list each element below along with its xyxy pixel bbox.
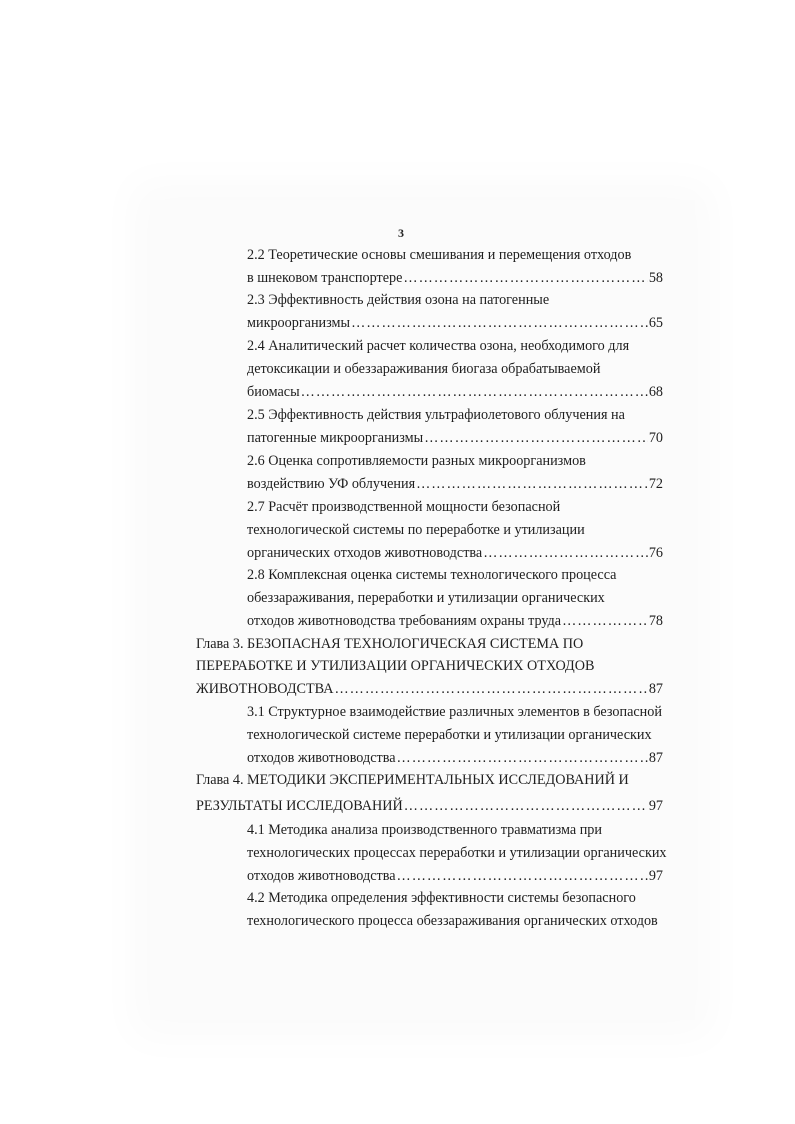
- toc-line-text: обеззараживания, переработки и утилизации органических: [247, 590, 605, 606]
- toc-page-number: 97: [648, 868, 663, 884]
- toc-line-text: технологической системы по переработке и утилизации: [247, 522, 585, 538]
- toc-line: [196, 798, 663, 818]
- dot-leader: [397, 750, 648, 767]
- toc-line-text: технологического процесса обеззараживания органических отходов: [247, 913, 658, 929]
- toc-page-number: 87: [648, 681, 663, 697]
- toc-line-text: ЖИВОТНОВОДСТВА: [196, 681, 334, 697]
- toc-line: [247, 407, 625, 427]
- toc-line: [247, 750, 663, 770]
- toc-page-number: 58: [648, 270, 663, 286]
- dot-leader: [416, 476, 648, 493]
- toc-line: [196, 658, 594, 678]
- toc-line-text: отходов животноводства требованиям охраны труда: [247, 613, 562, 629]
- toc-page-number: 87: [648, 750, 663, 766]
- toc-page-number: 70: [648, 430, 663, 446]
- toc-line: [247, 270, 663, 290]
- toc-line: [247, 822, 602, 842]
- toc-line-text: 4.1 Методика анализа производственного травматизма при: [247, 822, 602, 838]
- toc-line: [247, 453, 586, 473]
- dot-leader: [397, 868, 648, 885]
- toc-line-text: технологической системе переработки и утилизации органических: [247, 727, 652, 743]
- toc-line-text: технологических процессах переработки и утилизации органических: [247, 845, 667, 861]
- toc-line: [247, 247, 631, 267]
- toc-line: [247, 292, 549, 312]
- toc-line-text: отходов животноводства: [247, 868, 396, 884]
- toc-line-text: 2.6 Оценка сопротивляемости разных микроорганизмов: [247, 453, 586, 469]
- toc-line-text: в шнековом транспортере: [247, 270, 403, 286]
- toc-line: [247, 704, 662, 724]
- toc-page-number: 72: [648, 476, 663, 492]
- dot-leader: [334, 681, 647, 698]
- toc-line-text: микроорганизмы: [247, 315, 351, 331]
- toc-line-text: биомасы: [247, 384, 300, 400]
- toc-line: [196, 681, 663, 701]
- toc-line: [247, 499, 560, 519]
- toc-line-text: патогенные микроорганизмы: [247, 430, 424, 446]
- toc-line-text: 2.3 Эффективность действия озона на патогенные: [247, 292, 550, 308]
- toc-line: [247, 476, 663, 496]
- toc-line: [247, 338, 629, 358]
- toc-line: [247, 315, 663, 335]
- toc-line: [247, 567, 616, 587]
- dot-leader: [301, 384, 648, 401]
- toc-line-text: 4.2 Методика определения эффективности системы безопасного: [247, 890, 636, 906]
- toc-line: [247, 590, 605, 610]
- toc-line-text: 3.1 Структурное взаимодействие различных элементов в безопасной: [247, 704, 662, 720]
- toc-line: [247, 522, 585, 542]
- toc-line-text: Глава 4. МЕТОДИКИ ЭКСПЕРИМЕНТАЛЬНЫХ ИССЛЕДОВАНИЙ И: [196, 772, 629, 788]
- toc-line-text: 2.5 Эффективность действия ультрафиолетового облучения на: [247, 407, 625, 423]
- toc-line-text: детоксикации и обеззараживания биогаза обрабатываемой: [247, 361, 601, 377]
- toc-page-number: 76: [648, 545, 663, 561]
- toc-line-text: 2.7 Расчёт производственной мощности безопасной: [247, 499, 561, 515]
- toc-line: [196, 772, 629, 792]
- dot-leader: [404, 798, 648, 815]
- toc-page-number: 68: [648, 384, 663, 400]
- toc-page-number: 65: [648, 315, 663, 331]
- toc-line-text: РЕЗУЛЬТАТЫ ИССЛЕДОВАНИЙ: [196, 798, 403, 814]
- toc-line-text: 2.4 Аналитический расчет количества озона, необходимого для: [247, 338, 630, 354]
- toc-line-text: отходов животноводства: [247, 750, 396, 766]
- toc-line: [247, 890, 636, 910]
- toc-line-text: Глава 3. БЕЗОПАСНАЯ ТЕХНОЛОГИЧЕСКАЯ СИСТЕМА ПО: [196, 636, 584, 652]
- toc-line: [247, 913, 658, 933]
- dot-leader: [562, 613, 648, 630]
- toc-line-text: воздействию УФ облучения: [247, 476, 416, 492]
- toc-line-text: органических отходов животноводства: [247, 545, 483, 561]
- toc-line: [247, 727, 652, 747]
- toc-line: [247, 545, 663, 565]
- toc-line: [247, 430, 663, 450]
- toc-page-number: 97: [648, 798, 663, 814]
- dot-leader: [424, 430, 648, 447]
- dot-leader: [403, 270, 647, 287]
- dot-leader: [351, 315, 648, 332]
- toc-line: [247, 361, 600, 381]
- toc-page-number: 78: [648, 613, 663, 629]
- toc-line: [247, 868, 663, 888]
- toc-line-text: 2.2 Теоретические основы смешивания и перемещения отходов: [247, 247, 632, 263]
- toc-line-text: ПЕРЕРАБОТКЕ И УТИЛИЗАЦИИ ОРГАНИЧЕСКИХ ОТХОДОВ: [196, 658, 595, 674]
- page-number: 3: [398, 226, 404, 240]
- toc-line: [196, 636, 583, 656]
- toc-line: [247, 845, 667, 865]
- toc-line: [247, 613, 663, 633]
- dot-leader: [483, 545, 648, 562]
- toc-line: [247, 384, 663, 404]
- toc-line-text: 2.8 Комплексная оценка системы технологического процесса: [247, 567, 617, 583]
